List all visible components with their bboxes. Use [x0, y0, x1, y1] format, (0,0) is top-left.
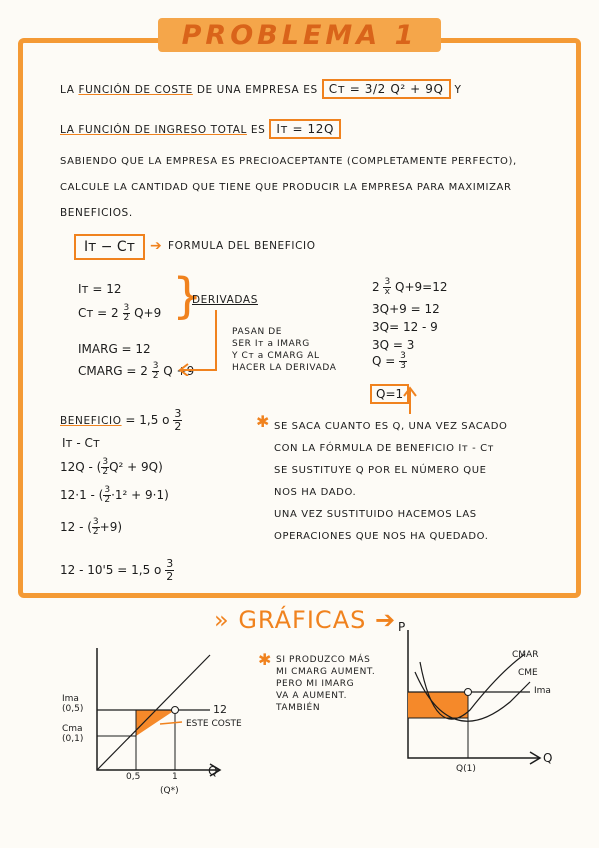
q-value-label: Q(1) — [456, 764, 476, 774]
numerator: 3 — [92, 517, 99, 527]
imag-label — [62, 694, 83, 714]
solve-line-5 — [372, 352, 407, 371]
denominator: x — [384, 287, 390, 297]
cmarg-suffix: Q +9 — [163, 364, 195, 378]
denominator: 2 — [152, 371, 159, 381]
cme-label: CME — [518, 668, 538, 678]
x-tick-one: 1 — [172, 772, 178, 782]
fraction-three-halves — [92, 518, 100, 537]
solve-line-3: 3Q= 12 - 9 — [372, 320, 438, 334]
numerator: 3 — [152, 361, 159, 371]
derivatives-arrows — [176, 300, 236, 376]
q-equals: Q = — [372, 354, 396, 368]
step3-prefix: 12·1 - ( — [60, 488, 104, 502]
imarg-value: IMARG = 12 — [78, 342, 151, 356]
graph-note-line-2: MI CMARG AUMENT. — [276, 667, 376, 677]
denominator: 3 — [400, 361, 406, 371]
denominator: 2 — [102, 467, 109, 477]
step3-suffix: ·1² + 9·1) — [111, 488, 169, 502]
intro-line-3: SABIENDO QUE LA EMPRESA ES PRECIOACEPTANTE (COMPLETAMENTE PERFECTO), — [60, 156, 517, 167]
x-axis-label: Q — [208, 764, 218, 778]
numerator: 3 — [102, 457, 109, 467]
fraction-three-halves — [123, 304, 131, 323]
ct-value — [78, 304, 161, 323]
explanation-line-6: OPERACIONES QUE NOS HA QUEDADO. — [274, 531, 489, 542]
fraction-three-halves — [103, 486, 111, 505]
benefit-line — [60, 408, 182, 433]
intro-line-2 — [60, 122, 341, 136]
cmag-text: Cma — [62, 724, 83, 734]
asterisk-icon: ✱ — [256, 412, 270, 431]
imag-text: Ima — [62, 694, 79, 704]
ct-prefix: Cт = 2 — [78, 306, 119, 320]
solve-line-2: 3Q+9 = 12 — [372, 302, 440, 316]
numerator: 3 — [123, 303, 130, 313]
numerator: 3 — [384, 277, 391, 287]
x-tick-half: 0,5 — [126, 772, 141, 782]
denominator: 2 — [166, 570, 174, 583]
fraction-three-halves — [101, 458, 109, 477]
graph-note-line-1: SI PRODUZCO MÁS — [276, 655, 371, 665]
income-function-term: LA FUNCIÓN DE INGRESO TOTAL — [60, 124, 247, 136]
numerator: 3 — [174, 407, 182, 420]
double-chevron-icon: » — [214, 606, 230, 634]
right-graph — [390, 622, 590, 782]
imag-label-right: Ima — [534, 686, 551, 696]
ct-suffix: Q+9 — [134, 306, 162, 320]
step4-prefix: 12 - ( — [60, 520, 92, 534]
note-line-2: SER Iт a IMARG — [232, 339, 310, 349]
page-title: PROBLEMA 1 — [181, 20, 418, 51]
explanation-line-2: CON LA FÓRMULA DE BENEFICIO Iт - Cт — [274, 443, 495, 454]
graph-note — [276, 654, 375, 714]
denominator: 2 — [104, 495, 111, 505]
x-axis-label: Q — [543, 751, 553, 765]
derivatives-label: DERIVADAS — [192, 294, 258, 306]
area-pointer — [160, 722, 182, 724]
solve-line-1 — [372, 278, 448, 297]
benefit-step-4 — [60, 518, 122, 537]
area-label: ESTE COSTE — [186, 719, 242, 729]
benefit-step-3 — [60, 486, 169, 505]
it-value: Iт = 12 — [78, 282, 122, 296]
graphs-title — [214, 606, 396, 634]
intro-and: Y — [454, 84, 462, 96]
q-result-box: Q=1 — [370, 384, 409, 404]
explanation-line-4: NOS HA DADO. — [274, 487, 357, 498]
denominator: 2 — [174, 420, 182, 433]
explanation-line-5: UNA VEZ SUSTITUIDO HACEMOS LAS — [274, 509, 477, 520]
fraction-three-three — [399, 352, 407, 371]
explanation-line-1: SE SACA CUANTO ES Q, UNA VEZ SACADO — [274, 421, 508, 432]
benefit-step-5 — [60, 558, 174, 583]
intro-line-5: BENEFICIOS. — [60, 207, 133, 219]
step5-text: 12 - 10'5 = 1,5 o — [60, 563, 162, 577]
cmag-val: (0,1) — [62, 734, 84, 744]
x-tick-note: (Q*) — [160, 786, 179, 796]
solve-prefix: 2 — [372, 280, 380, 294]
cmarg-prefix: CMARG = 2 — [78, 364, 148, 378]
intro-line-1 — [60, 82, 462, 96]
intro-line-4: CALCULE LA CANTIDAD QUE TIENE QUE PRODUCIR LA EMPRESA PARA MAXIMIZAR — [60, 182, 512, 193]
arrow-up-icon — [400, 386, 420, 416]
intro-prefix: LA — [60, 84, 75, 96]
income-formula: Iт = 12Q — [269, 119, 341, 139]
y-axis-label: P — [398, 620, 406, 634]
profit-formula-label: FORMULA DEL BENEFICIO — [168, 240, 316, 252]
intro-es: ES — [250, 124, 266, 136]
arrow-right-icon: ➔ — [374, 606, 397, 634]
benefit-label: BENEFICIO — [60, 415, 122, 427]
profit-formula-box: Iт − Cт — [74, 234, 145, 260]
step4-suffix: +9) — [99, 520, 123, 534]
asterisk-icon: ✱ — [258, 650, 272, 669]
denominator: 2 — [123, 313, 130, 323]
numerator: 3 — [166, 557, 174, 570]
intro-rest: DE UNA EMPRESA ES — [196, 84, 318, 96]
arrow-right-icon: ➔ — [150, 238, 162, 254]
cmarg-curve — [97, 655, 210, 770]
cost-function-term: FUNCIÓN DE COSTE — [78, 84, 193, 96]
explanation-line-3: SE SUSTITUYE Q POR EL NÚMERO QUE — [274, 465, 487, 476]
denominator: 2 — [92, 527, 99, 537]
numerator: 3 — [104, 485, 111, 495]
benefit-value: = 1,5 o — [125, 413, 170, 427]
benefit-step-2 — [60, 458, 163, 477]
graphs-title-text: GRÁFICAS — [238, 606, 367, 634]
note-line-1: PASAN DE — [232, 327, 283, 337]
step2-prefix: 12Q - ( — [60, 460, 102, 474]
fraction-three-halves — [165, 558, 174, 583]
fraction-three-halves — [173, 408, 182, 433]
note-line-3: Y Cт a CMARG AL — [232, 351, 320, 361]
benefit-step-1: Iт - Cт — [62, 436, 100, 450]
line-label-12: 12 — [213, 703, 227, 716]
numerator: 3 — [400, 351, 406, 361]
derivatives-note — [232, 326, 342, 374]
graph-note-line-3: PERO MI IMARG — [276, 679, 355, 689]
equilibrium-point — [172, 707, 179, 714]
fraction-three-x — [383, 278, 391, 297]
graph-note-line-5: TAMBIÉN — [276, 703, 321, 713]
step2-suffix: Q² + 9Q) — [109, 460, 163, 474]
cmarg-label: CMAR — [512, 650, 539, 660]
note-line-4: HACER LA DERIVADA — [232, 363, 337, 373]
cost-formula: Cт = 3/2 Q² + 9Q — [322, 79, 451, 99]
imag-val: (0,5) — [62, 704, 84, 714]
cmag-label — [62, 724, 83, 744]
graph-note-line-4: VA A AUMENT. — [276, 691, 348, 701]
profit-area — [408, 692, 468, 718]
brace-icon: } — [172, 268, 203, 324]
explanation-block — [274, 416, 508, 548]
equilibrium-point — [465, 689, 472, 696]
fraction-three-halves — [152, 362, 160, 381]
solve-suffix: Q+9=12 — [395, 280, 448, 294]
cmarg-curve — [420, 654, 525, 719]
solve-line-4: 3Q = 3 — [372, 338, 415, 352]
